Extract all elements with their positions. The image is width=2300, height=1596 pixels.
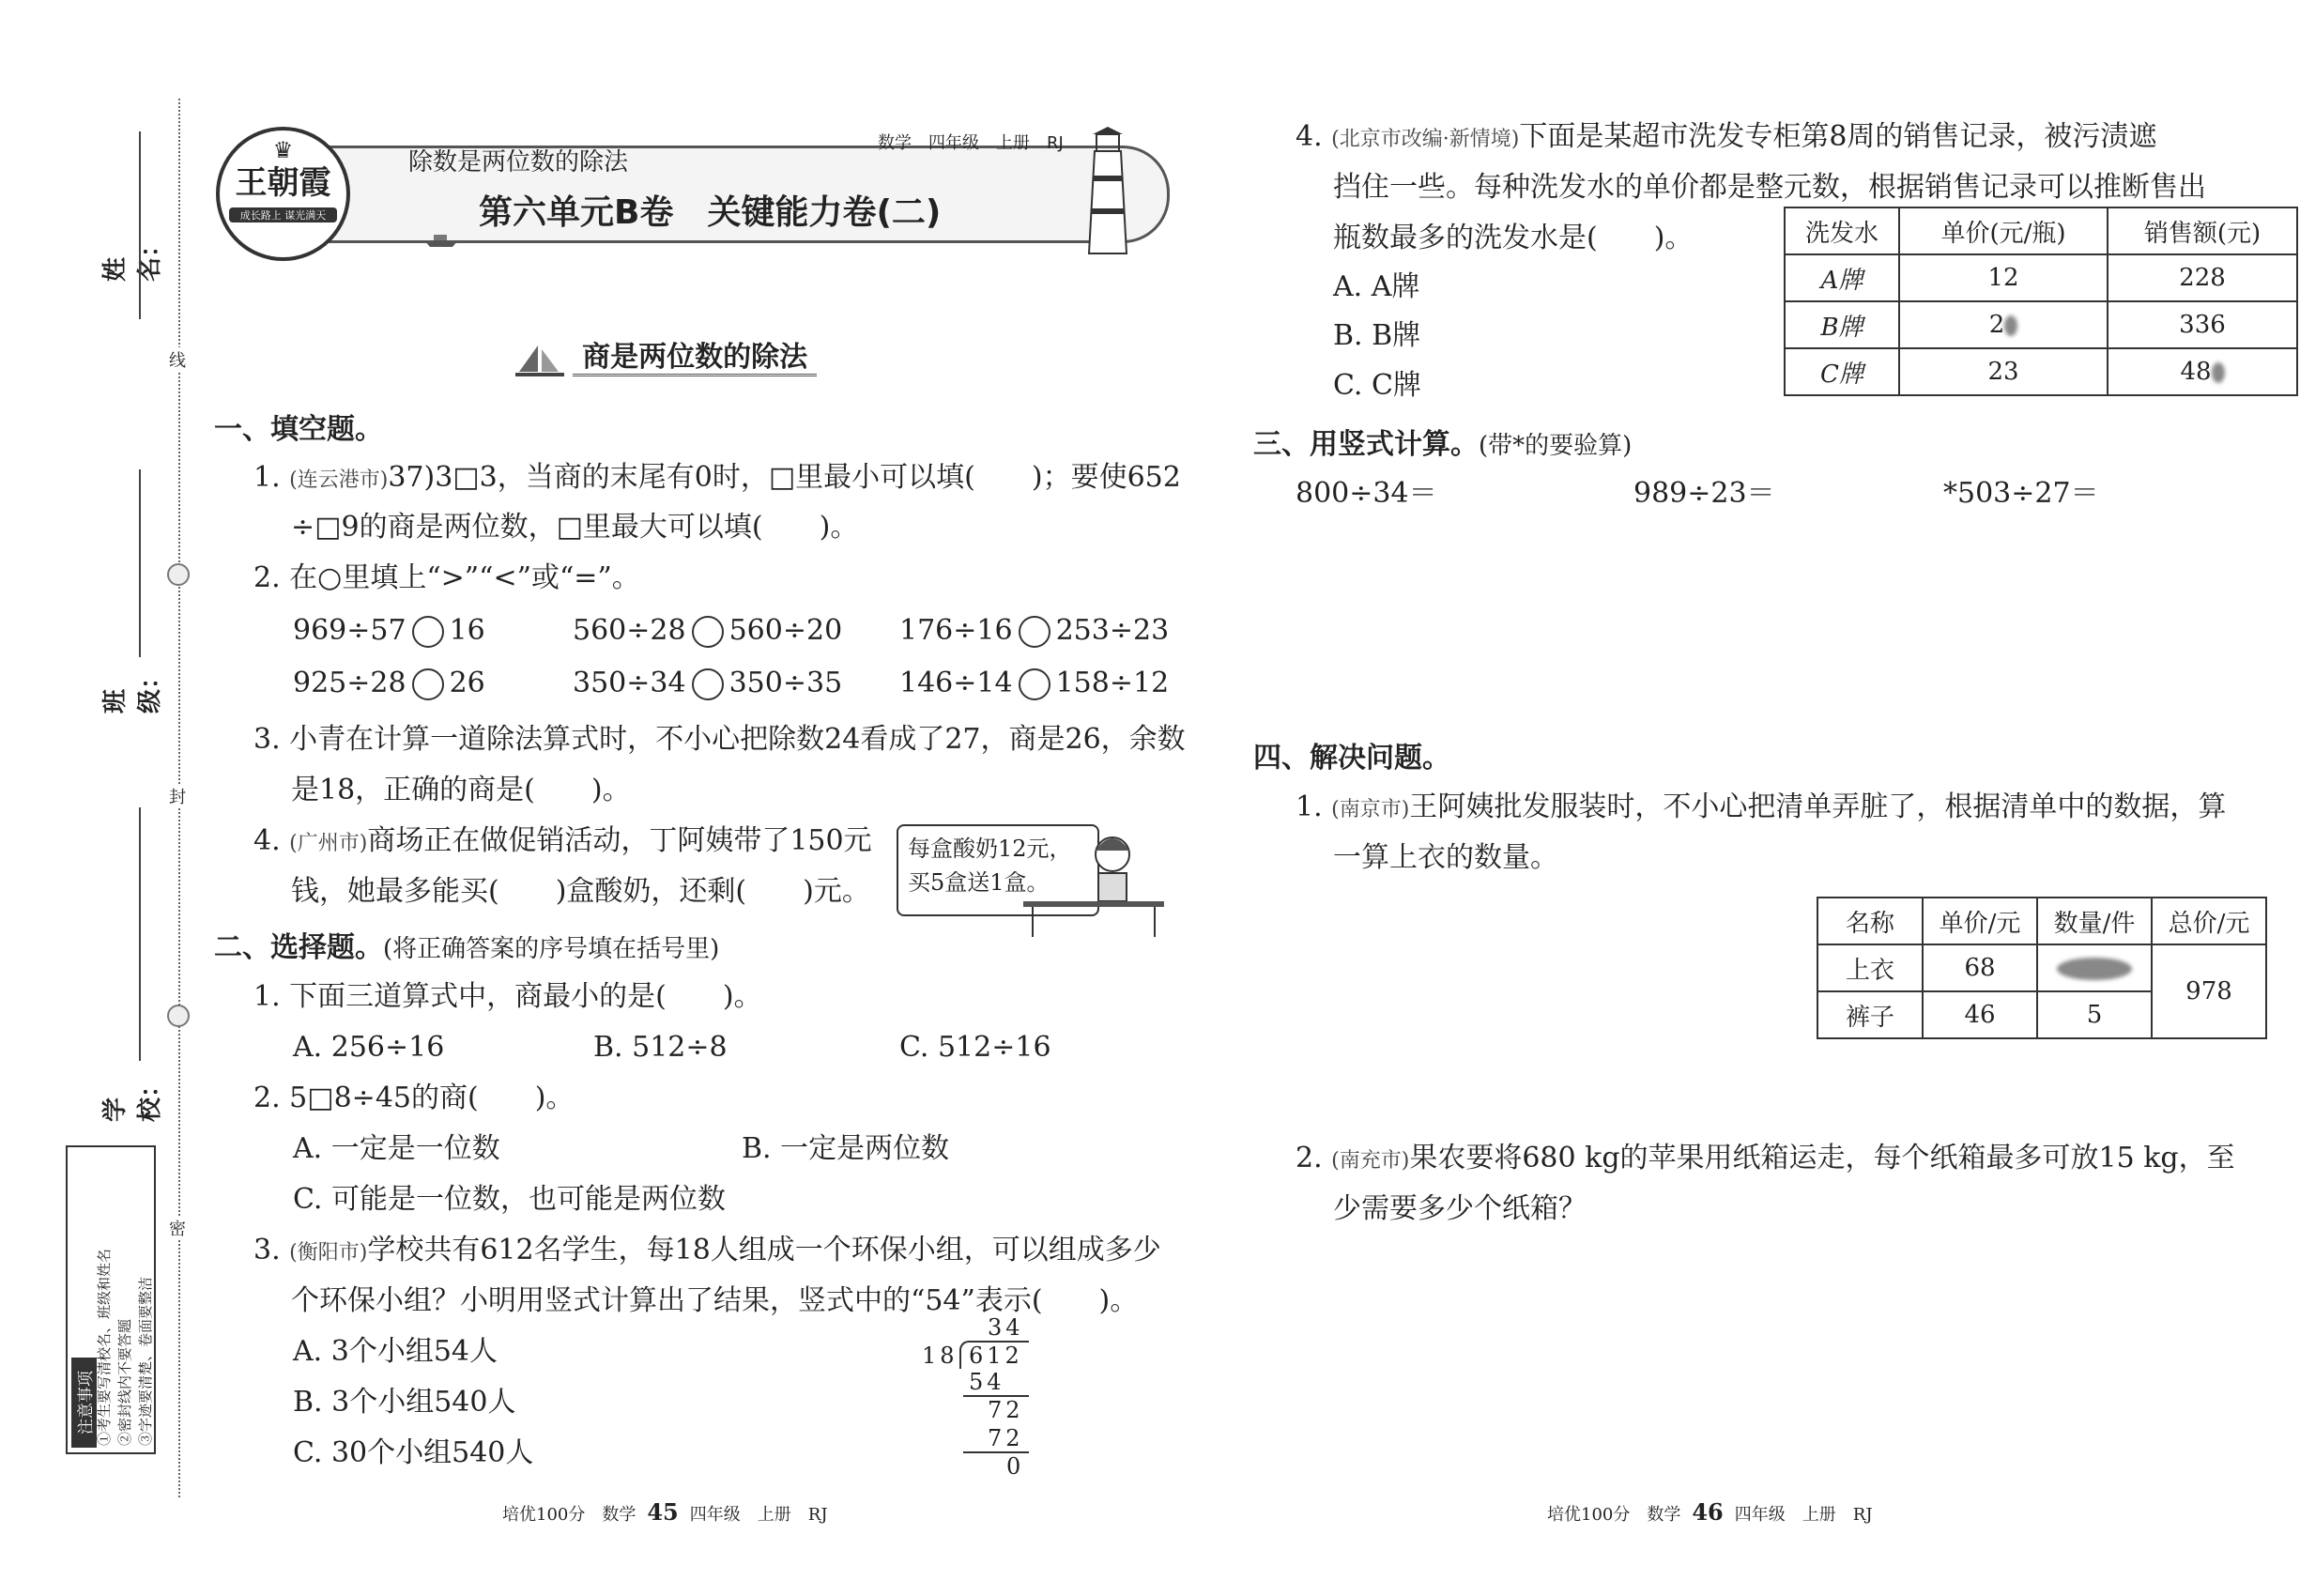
footer-text: 培优100分 数学 xyxy=(1547,1505,1681,1525)
binding-hole-icon xyxy=(167,1005,190,1027)
expr-right: 158÷12 xyxy=(1055,667,1170,699)
boat-icon xyxy=(422,233,460,248)
question-text: 2. 在○里填上“>”“<”或“=”。 xyxy=(253,561,640,594)
compare-circle[interactable] xyxy=(412,668,444,700)
table-cell: 23 xyxy=(1899,348,2108,395)
compare-circle[interactable] xyxy=(692,668,724,700)
option[interactable]: C. 512÷16 xyxy=(899,1031,1051,1064)
section-2-title xyxy=(214,924,719,965)
table-header: 洗发水 xyxy=(1785,207,1899,254)
expr-left: 350÷34 xyxy=(573,667,686,699)
table-header: 名称 xyxy=(1817,898,1923,944)
answer-area[interactable] xyxy=(1296,526,2216,714)
long-division xyxy=(911,1314,1033,1480)
compare-item[interactable] xyxy=(573,606,842,655)
compare-item[interactable] xyxy=(899,659,1169,708)
partial-value: 48 xyxy=(2180,358,2212,386)
ld-step: 72 xyxy=(988,1397,1024,1423)
compare-item[interactable] xyxy=(573,659,842,708)
class-line[interactable] xyxy=(139,469,141,657)
shopkeeper-illustration xyxy=(1023,826,1164,939)
compare-circle[interactable] xyxy=(692,616,724,648)
unit-topic: 除数是两位数的除法 xyxy=(408,148,629,176)
question xyxy=(1296,113,2156,164)
expr-left: 969÷57 xyxy=(293,614,406,647)
footer-text: 四年级 上册 RJ xyxy=(689,1505,828,1525)
page-number: 45 xyxy=(647,1498,679,1526)
calc-item: *503÷27＝ xyxy=(1943,477,2099,510)
expr-right: 560÷20 xyxy=(728,614,843,647)
source-tag: (广州市) xyxy=(289,832,368,855)
ld-quotient: 34 xyxy=(988,1314,1024,1341)
compare-item[interactable] xyxy=(293,659,485,708)
option[interactable]: C. C牌 xyxy=(1333,369,1421,402)
page-footer xyxy=(1547,1498,1873,1526)
question-text: 王阿姨批发服装时，不小心把清单弄脏了，根据清单中的数据，算 xyxy=(1409,790,2227,823)
question xyxy=(253,453,1181,505)
header-meta: 数学 四年级 上册 RJ xyxy=(878,133,1064,153)
expr-right: 16 xyxy=(449,614,485,647)
option[interactable]: A. A牌 xyxy=(1333,270,1420,303)
section-instruction: (带*的要验算) xyxy=(1479,432,1633,460)
table-cell: 228 xyxy=(2108,254,2297,301)
question-number: 4. xyxy=(1296,120,1323,153)
expr-left: 146÷14 xyxy=(899,667,1013,699)
table-row xyxy=(1817,944,2266,991)
subtitle-text: 商是两位数的除法 xyxy=(573,341,817,376)
question-text: 3. 小青在计算一道除法算式时，不小心把除数24看成了27，商是26，余数 xyxy=(253,723,1186,756)
section-title: 二、选择题。 xyxy=(214,931,383,964)
table-cell: 上衣 xyxy=(1817,944,1923,991)
expr-right: 253÷23 xyxy=(1055,614,1170,647)
expr-left: 925÷28 xyxy=(293,667,406,699)
question-text: 瓶数最多的洗发水是( )。 xyxy=(1333,222,1694,254)
page-number: 46 xyxy=(1692,1498,1724,1526)
option[interactable]: C. 30个小组540人 xyxy=(293,1436,534,1469)
expr-left: 176÷16 xyxy=(899,614,1013,647)
question-text: 1. 下面三道算式中，商最小的是( )。 xyxy=(253,980,762,1013)
notice-item: ②密封线内不要答题 xyxy=(116,1318,133,1446)
question-text: 果农要将680 kg的苹果用纸箱运走，每个纸箱最多可放15 kg，至 xyxy=(1409,1142,2235,1174)
name-label: 姓 名： xyxy=(101,232,164,282)
compare-circle[interactable] xyxy=(412,616,444,648)
compare-circle[interactable] xyxy=(1019,668,1050,700)
question-number: 1. xyxy=(1296,790,1323,823)
option[interactable]: B. 一定是两位数 xyxy=(742,1132,950,1165)
notice-title: 注意事项 xyxy=(71,1358,97,1448)
table-cell: 46 xyxy=(1923,991,2037,1038)
question-text: 个环保小组？小明用竖式计算出了结果，竖式中的“54”表示( )。 xyxy=(291,1284,1139,1317)
table-row xyxy=(1785,301,2297,348)
table-cell: C牌 xyxy=(1785,348,1899,395)
question-text: 下面是某超市洗发专柜第8周的销售记录，被污渍遮 xyxy=(1519,120,2157,153)
question xyxy=(1296,783,2226,835)
ld-divisor: 18 xyxy=(922,1343,958,1369)
school-label: 学 校： xyxy=(101,1072,164,1122)
table-cell: A牌 xyxy=(1785,254,1899,301)
notice-box xyxy=(66,1145,156,1454)
stain-icon xyxy=(2004,315,2017,336)
stain-icon xyxy=(2212,362,2225,383)
partial-value: 2 xyxy=(1988,311,2005,339)
expr-left: 560÷28 xyxy=(573,614,686,647)
brand-logo xyxy=(216,127,350,261)
section-4-title: 四、解决问题。 xyxy=(1253,742,1450,775)
question-number: 1. xyxy=(253,461,281,494)
name-line[interactable] xyxy=(139,131,141,319)
table-cell: 12 xyxy=(1899,254,2108,301)
table-cell: 裤子 xyxy=(1817,991,1923,1038)
calc-item: 800÷34＝ xyxy=(1296,477,1437,510)
question-text: 商场正在做促销活动，丁阿姨带了150元 xyxy=(367,824,872,857)
question-text: 2. 5□8÷45的商( )。 xyxy=(253,1082,575,1114)
table-cell xyxy=(2037,944,2152,991)
table-cell: 68 xyxy=(1923,944,2037,991)
header-banner xyxy=(207,122,1183,263)
stain-icon xyxy=(2057,958,2132,980)
question-text: 挡住一些。每种洗发水的单价都是整元数，根据销售记录可以推断售出 xyxy=(1333,171,2206,204)
expr-right: 350÷35 xyxy=(728,667,843,699)
source-tag: (南京市) xyxy=(1331,798,1410,821)
table-cell: 5 xyxy=(2037,991,2152,1038)
question-text: ÷□9的商是两位数，□里最大可以填( )。 xyxy=(291,511,859,544)
ld-step: 72 xyxy=(988,1425,1024,1451)
sales-table xyxy=(1784,207,2298,396)
question xyxy=(253,817,872,868)
question-text: 37)3□3，当商的末尾有0时，□里最小可以填( )；要使652 xyxy=(388,461,1181,494)
page-footer xyxy=(502,1498,828,1526)
question-number: 4. xyxy=(253,824,281,857)
table-header-row xyxy=(1785,207,2297,254)
table-row xyxy=(1785,348,2297,395)
compare-item[interactable] xyxy=(899,606,1169,655)
table-header: 数量/件 xyxy=(2037,898,2152,944)
lighthouse-icon xyxy=(1080,127,1136,258)
cut-mark: 密 xyxy=(169,1216,186,1240)
class-label: 班 级： xyxy=(101,664,164,714)
option[interactable]: B. 512÷8 xyxy=(593,1031,728,1064)
table-cell: 336 xyxy=(2108,301,2297,348)
source-tag: (衡阳市) xyxy=(289,1241,368,1265)
table-header: 单价/元 xyxy=(1923,898,2037,944)
bubble-line: 每盒酸奶12元， xyxy=(908,836,1072,862)
expr-right: 26 xyxy=(449,667,485,699)
option[interactable]: B. 3个小组540人 xyxy=(293,1386,516,1419)
section-3-title xyxy=(1253,421,1632,462)
calc-item: 989÷23＝ xyxy=(1633,477,1775,510)
sailboat-icon xyxy=(512,344,568,381)
source-tag: (连云港市) xyxy=(289,468,389,492)
table-cell: B牌 xyxy=(1785,301,1899,348)
ld-dividend: 612 xyxy=(969,1343,1023,1369)
table-row xyxy=(1785,254,2297,301)
notice-item: ③字迹要清楚、卷面要整洁 xyxy=(137,1276,154,1446)
table-cell: 978 xyxy=(2152,944,2266,1038)
option[interactable]: A. 256÷16 xyxy=(293,1031,445,1064)
footer-text: 培优100分 数学 xyxy=(502,1505,636,1525)
section-subtitle xyxy=(512,333,817,381)
notice-item: ①考生要写清校名、班级和姓名 xyxy=(96,1248,113,1446)
table-cell xyxy=(1899,301,2108,348)
table-header: 单价(元/瓶) xyxy=(1899,207,2108,254)
compare-item[interactable] xyxy=(293,606,485,655)
table-header: 销售额(元) xyxy=(2108,207,2297,254)
clothing-list-table xyxy=(1817,897,2267,1039)
cut-mark: 线 xyxy=(169,347,186,372)
source-tag: (北京市改编·新情境) xyxy=(1331,128,1520,151)
binding-hole-icon xyxy=(167,563,190,586)
option[interactable]: C. 可能是一位数，也可能是两位数 xyxy=(293,1183,726,1216)
question-number: 2. xyxy=(1296,1142,1323,1174)
option[interactable]: B. B牌 xyxy=(1333,319,1421,352)
binding-margin xyxy=(0,0,188,1596)
section-instruction: (将正确答案的序号填在括号里) xyxy=(383,935,720,963)
school-line[interactable] xyxy=(139,807,141,1061)
section-1-title: 一、填空题。 xyxy=(214,413,383,446)
section-title: 三、用竖式计算。 xyxy=(1253,428,1479,461)
crown-icon: ♛ xyxy=(272,137,294,163)
option[interactable]: A. 一定是一位数 xyxy=(293,1132,500,1165)
footer-text: 四年级 上册 RJ xyxy=(1734,1505,1873,1525)
page-title: 第六单元B卷 关键能力卷(二) xyxy=(479,193,942,232)
brand-sub: 成长路上 谋光满天 xyxy=(229,207,337,223)
bubble-line: 买5盒送1盒。 xyxy=(908,869,1050,896)
question xyxy=(1296,1134,2235,1186)
question-number: 3. xyxy=(253,1234,281,1266)
table-cell xyxy=(2108,348,2297,395)
question-text: 是18，正确的商是( )。 xyxy=(291,774,631,806)
ld-step: 0 xyxy=(1006,1453,1025,1480)
table-header: 总价/元 xyxy=(2152,898,2266,944)
compare-circle[interactable] xyxy=(1019,616,1050,648)
table-header-row xyxy=(1817,898,2266,944)
question-text: 钱，她最多能买( )盒酸奶，还剩( )元。 xyxy=(291,875,870,908)
brand-name: 王朝霞 xyxy=(235,164,331,202)
source-tag: (南充市) xyxy=(1331,1149,1410,1173)
cut-mark: 封 xyxy=(169,784,186,808)
question xyxy=(253,1226,1161,1278)
option[interactable]: A. 3个小组54人 xyxy=(293,1335,498,1368)
ld-step: 54 xyxy=(969,1369,1005,1395)
question-text: 学校共有612名学生，每18人组成一个环保小组，可以组成多少 xyxy=(367,1234,1161,1266)
question-text: 一算上衣的数量。 xyxy=(1333,841,1558,874)
question-text: 少需要多少个纸箱？ xyxy=(1333,1192,1587,1225)
